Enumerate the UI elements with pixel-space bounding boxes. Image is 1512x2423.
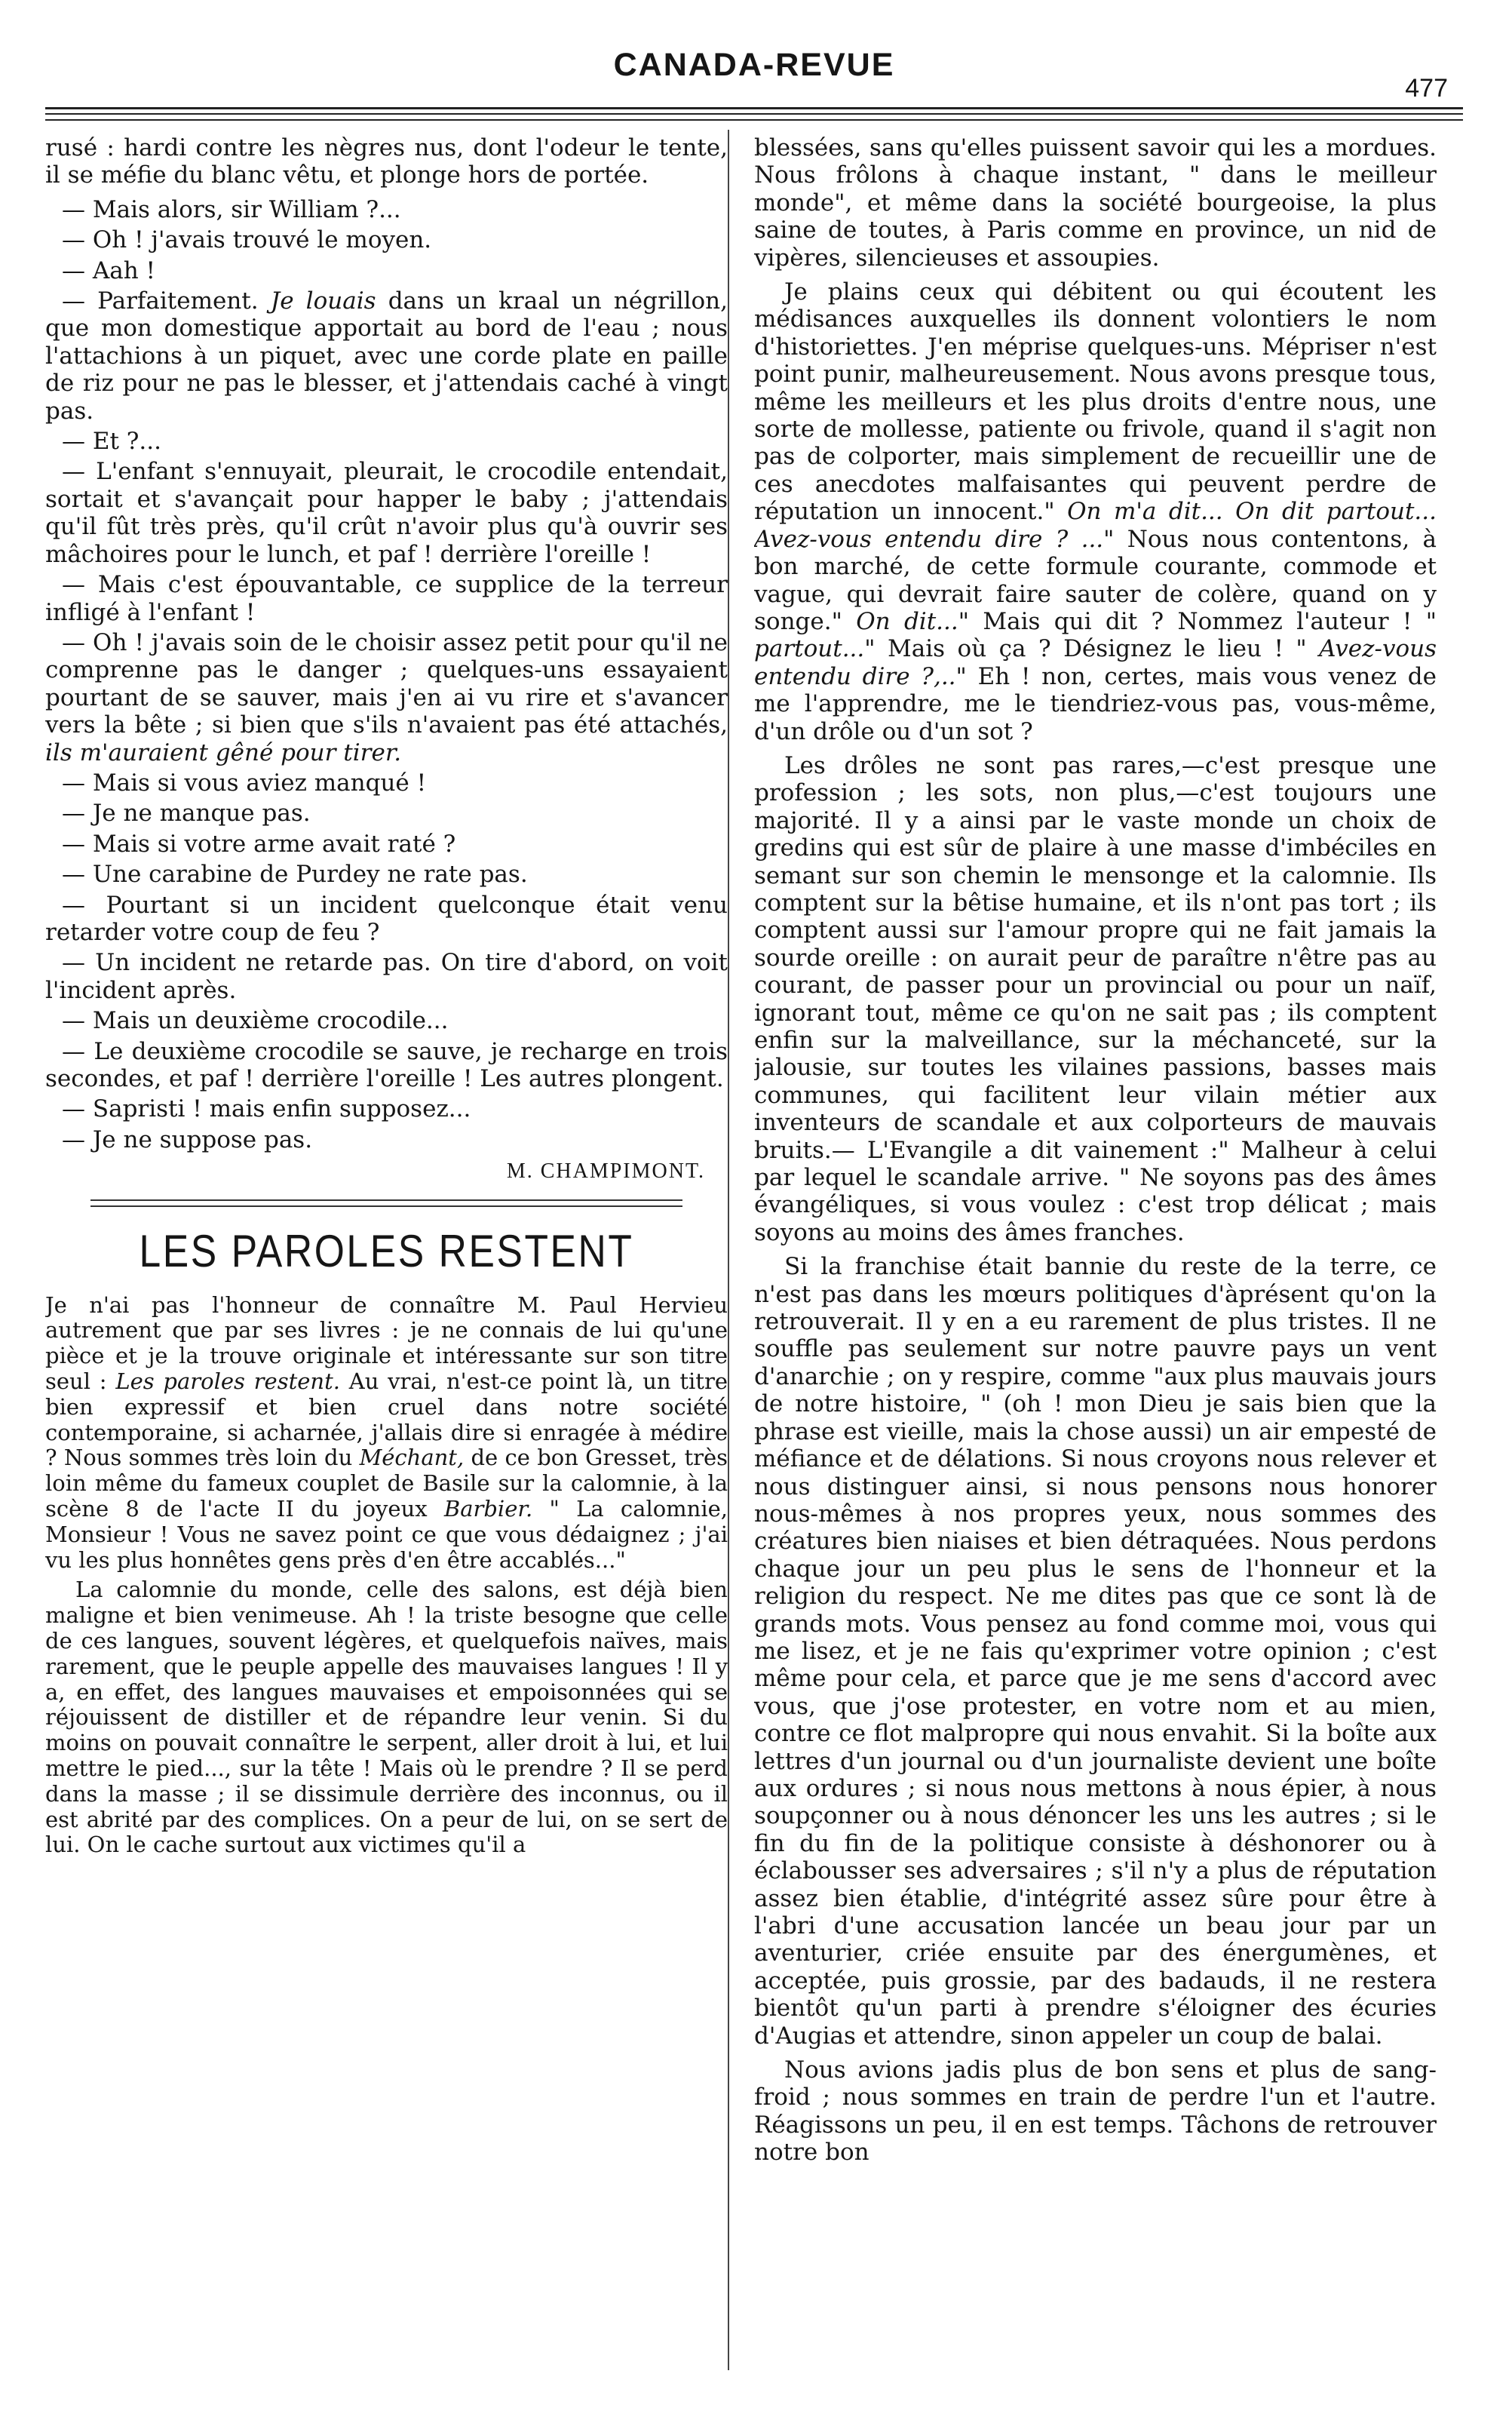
dialogue-line: — Et ?... [62,428,161,456]
paragraph: Les drôles ne sont pas rares,—c'est presque une profession ; les sots, non plus,—c'est toujours une majorité. Il y a ainsi par le vaste monde un choix de gredins qui est sûr de plaire à une masse d'imbéciles en semant sur son chemin le mensonge et la calomnie. Ils comptent sur la bêtise humaine, et ils n'ont pas tort ; ils comptent aussi sur l'amour propre qui ne fait jamais la sourde oreille : on aurait peur de paraître n'être pas au courant, de passer pour un provincial ou pour un naïf, ignorant tout, même ce qu'on ne sait pas ; ils comptent enfin sur la malveillance, sur la méchanceté, sur la jalousie, sur toutes les vilaines passions, basses mais communes, qui facilitent leur vilain métier aux inventeurs de scandale et aux colporteurs de mauvais bruits.— L'Evangile a dit vainement :" Malheur à celui par lequel le scandale arrive. " Ne soyons pas des âmes évangéliques, si vous voulez : c'est trop délicat ; mais soyons au moins des âmes franches. [754,751,1437,1246]
dialogue-line: — L'enfant s'ennuyait, pleurait, le crocodile entendait, sortait et s'avançait pour happer le baby ; j'attendais qu'il fût très près, qu'il crût n'avoir plus qu'à ouvrir ses mâchoires pour le lunch, et paf ! derrière l'oreille ! [45,458,728,568]
italic-text: partout... [754,635,865,663]
left-column [45,134,728,2390]
text-run: Je plains ceux qui débitent ou qui écoutent les médisances auxquelles ils donnent volontiers le nom d'historiettes. J'en méprise quelques-uns. Mépriser n'est point punir, malheureusement. Nous avons presque tous, même les meilleurs et les plus droits d'entre nous, une sorte de mollesse, patiente ou frivole, quand il s'agit non pas de colporter, mais simplement de recueillir une de ces anecdotes malfaisantes qui peuvent perdre de réputation un innocent." [754,278,1437,526]
column-divider [728,130,729,2370]
dialogue-line: — Aah ! [62,256,155,284]
dialogue-line: — Un incident ne retarde pas. On tire d'abord, on voit l'incident après. [45,949,728,1004]
header-rule [45,119,1463,121]
dialogue-line: — Sapristi ! mais enfin supposez... [62,1095,471,1123]
dialogue-line: — Pourtant si un incident quelconque était venu retarder votre coup de feu ? [45,891,728,946]
text-run: " Eh ! non, certes, mais vous venez de me l'apprendre, me le tiendriez-vous pas, vous-même, d'un drôle ou d'un sot ? [754,662,1437,745]
italic-text: On m'a dit... On dit partout... Avez-vous entendu dire ? ... [754,498,1437,553]
dialogue-line: — Mais c'est épouvantable, ce supplice de la terreur infligé à l'enfant ! [45,571,728,626]
header-rule [45,107,1463,109]
text-run: " La calomnie, Monsieur ! Vous ne savez point ce que vous dédaignez ; j'ai vu les plus honnêtes gens près d'en être accablés..." [45,1496,728,1573]
dialogue-line: — Mais un deuxième crocodile... [62,1007,449,1035]
dialogue-line: — Oh ! j'avais trouvé le moyen. [62,226,432,254]
page-header [45,0,1463,113]
text-run: Je n'ai pas l'honneur de connaître M. Paul Hervieu autrement que par ses livres : je ne connais de lui qu'une pièce et je la trouve originale et intéressante sur son titre seul : [45,1291,728,1395]
dialogue-line: — Je ne manque pas. [62,800,311,828]
dialogue-line [45,287,728,425]
dialogue-line: — Mais alors, sir William ?... [62,195,401,223]
header-rule [45,113,1463,115]
dialogue-line: — Mais si votre arme avait raté ? [62,830,456,858]
italic-text: Barbier. [443,1496,533,1522]
text-run: dans un kraal un négrillon, que mon domestique apportait au bord de l'eau ; nous l'attachions à un piquet, avec une corde plate en paille de riz pour ne pas le blesser, et j'attendais caché à vingt pas. [45,287,728,425]
dialogue-line: — Le deuxième crocodile se sauve, je recharge en trois secondes, et paf ! derrière l'oreille ! Les autres plongent. [45,1037,728,1092]
running-title: CANADA-REVUE [613,47,895,83]
paragraph: La calomnie du monde, celle des salons, est déjà bien maligne et bien venimeuse. Ah ! la triste besogne que celle de ces langues, souvent légères, et quelquefois naïves, mais rarement, que le peuple appelle des mauvaises langues ! Il y a, en effet, des langues mauvaises et empoisonnées qui se réjouissent de distiller et de répandre leur venin. Si du moins on pouvait connaître le serpent, aller droit à lui, et lui mettre le pied..., sur la tête ! Mais où le prendre ? Il se perd dans la masse ; il se dissimule derrière des inconnus, ou il est abrité par des complices. On a peur de lui, on se sert de lui. On le cache surtout aux victimes qu'il a [45,1577,728,1858]
italic-text: Je louais [270,287,376,315]
paragraph [754,278,1437,745]
paragraph: blessées, sans qu'elles puissent savoir qui les a mordues. Nous frôlons à chaque instant, " dans le meilleur monde", et même dans la société bourgeoise, la plus saine de toutes, à Paris comme en province, un nid de vipères, silencieuses et assoupies. [754,134,1437,272]
text-run: — Oh ! j'avais soin de le choisir assez petit pour qu'il ne comprenne pas le danger ; quelques-uns essayaient pourtant de se sauver, mais j'en ai vu rire et s'avancer vers la bête ; si bien que s'ils n'avaient pas été attachés, [45,628,728,739]
dialogue-line: — Je ne suppose pas. [62,1126,313,1153]
italic-text: Avez-vous entendu dire ?,.. [754,635,1437,690]
paragraph: Si la franchise était bannie du reste de la terre, ce n'est pas dans les mœurs politiques d'àprésent qu'on la retrouverait. Il y en a eu rarement de plus tristes. Il ne souffle pas seulement sur notre pauvre pays un vent d'anarchie ; on y respire, comme "aux plus mauvais jours de notre histoire, " (oh ! mon Dieu je sais bien que la phrase est vieille, mais la chose aussi) un air empesté de méfiance et de délations. Si nous croyons nous relever et nous distinguer ainsi, si nous pensons nous honorer nous-mêmes à nos propres yeux, nous sommes des créatures bien niaises et bien détraquées. Nous perdons chaque jour un peu plus le sens de l'honneur et la religion du respect. Ne me dites pas que ce sont là de grands mots. Vous pensez au fond comme moi, vous qui me lisez, et je ne fais qu'exprimer votre opinion ; c'est même pour cela, et parce que je me sens d'accord avec vous, que j'ose protester, en votre nom et au mien, contre ce flot malpropre qui nous envahit. Si la boîte aux lettres d'un journal ou d'un journaliste devient une boîte aux ordures ; si nous nous mettons à nous épier, à nous soupçonner ou à nous dénoncer les uns les autres ; si le fin du fin de la politique consiste à déshonorer ou à éclabousser ses adversaires ; s'il n'y a plus de réputation assez bien établie, d'intégrité assez sûre pour être à l'abri d'une accusation lancée un beau jour par un aventurier, criée ensuite par des énergumènes, et acceptée, puis grossie, par des badauds, il ne restera bientôt qu'un parti à prendre s'éloigner des écuries d'Augias et attendre, sinon appeler un coup de balai. [754,1253,1437,2050]
text-run: Au vrai, n'est-ce point là, un titre bien expressif et bien cruel dans notre société contemporaine, si acharnée, j'allais dire si enragée à médire ? Nous sommes très loin du [45,1368,728,1471]
dialogue-line: — Une carabine de Purdey ne rate pas. [62,861,528,889]
article-body [45,1293,728,1859]
text-run: — Parfaitement. [62,287,259,315]
italic-text: On dit... [856,607,958,635]
text-run: " Mais qui dit ? Nommez l'auteur ! " [958,607,1437,635]
right-column [754,134,1437,2390]
paragraph [45,1293,728,1574]
article-title: LES PAROLES RESTENT [139,1225,634,1276]
page-number: 477 [1405,74,1448,103]
author-signature: M. CHAMPIMONT. [506,1159,705,1184]
text-run: " Mais où ça ? Désignez le lieu ! " [864,635,1307,663]
dialogue-line: — Mais si vous aviez manqué ! [62,769,427,797]
italic-text: ils m'auraient gêné pour tirer. [45,739,402,766]
article-separator [45,1196,728,1212]
dialogue-line [45,629,728,766]
paragraph: Nous avions jadis plus de bon sens et plus de sang-froid ; nous sommes en train de perdre l'un et l'autre. Réagissons un peu, il en est temps. Tâchons de retrouver notre bon [754,2056,1437,2167]
text-run: de ce bon Gresset, très loin même du fameux couplet de Basile sur la calomnie, à la scène 8 de l'acte II du joyeux [45,1445,728,1522]
text-run: " Nous nous contentons, à bon marché, de cette formule courante, commode et vague, qui devrait faire sauter de colère, quand on y songe." [754,525,1437,635]
paragraph: rusé : hardi contre les nègres nus, dont l'odeur le tente, il se méfie du blanc vêtu, et plonge hors de portée. [45,134,728,189]
italic-text: Méchant, [359,1445,465,1471]
italic-text: Les paroles restent. [115,1368,340,1395]
